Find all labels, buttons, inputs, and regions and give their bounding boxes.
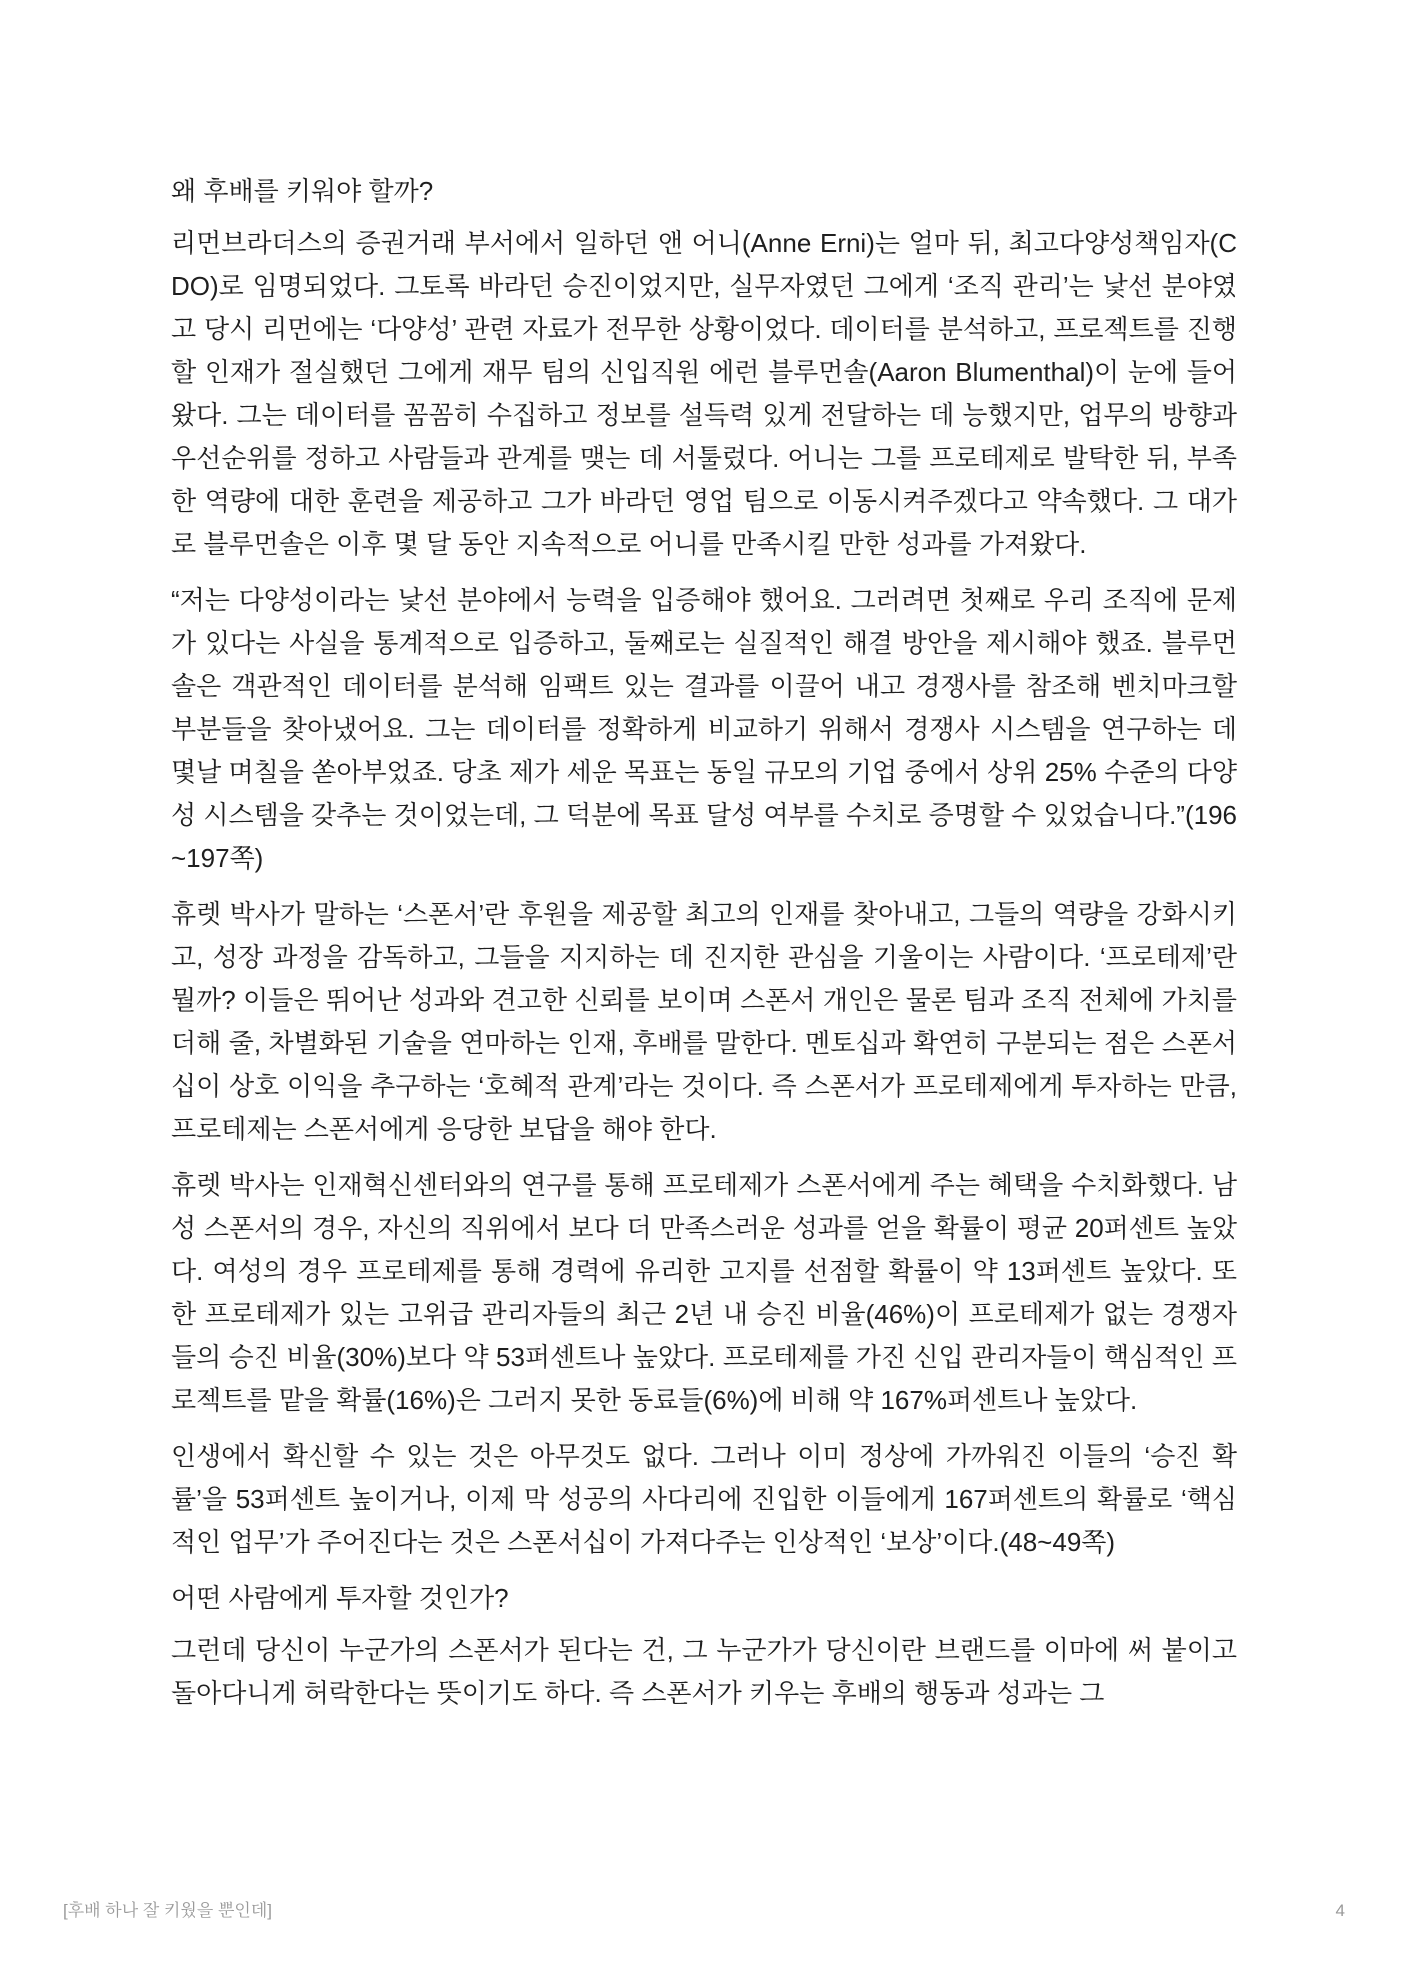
body-paragraph: 그런데 당신이 누군가의 스폰서가 된다는 건, 그 누군가가 당신이란 브랜드를 이마에 써 붙이고 돌아다니게 허락한다는 뜻이기도 하다. 즉 스폰서가 키우는 후배의 행동과 성과는 그 xyxy=(171,1635,1237,1708)
section-heading-whom-to-invest: 어떤 사람에게 투자할 것인가? xyxy=(171,1583,509,1613)
section-heading-why-raise-juniors: 왜 후배를 키워야 할까? xyxy=(171,176,434,206)
body-paragraph: 휴렛 박사는 인재혁신센터와의 연구를 통해 프로테제가 스폰서에게 주는 혜택을 수치화했다. 남성 스폰서의 경우, 자신의 직위에서 보다 더 만족스러운 성과를 얻을 확률이 평균 20퍼센트 높았다. 여성의 경우 프로테제를 통해 경력에 유리한 고지를 선점할 확률이 약 13퍼센트 높았다. 또한 프로테제가 있는 고위급 관리자들의 최근 2년 내 승진 비율(46%)이 프로테제가 없는 경쟁자들의 승진 비율(30%)보다 약 53퍼센트나 높았다. 프로테제를 가진 신입 관리자들이 핵심적인 프로젝트를 맡을 확률(16%)은 그러지 못한 동료들(6%)에 비해 약 167%퍼센트나 높았다. xyxy=(171,1170,1238,1415)
quote-paragraph: “저는 다양성이라는 낯선 분야에서 능력을 입증해야 했어요. 그러려면 첫째로 우리 조직에 문제가 있다는 사실을 통계적으로 입증하고, 둘째로는 실질적인 해결 방안을 제시해야 했죠. 블루먼솔은 객관적인 데이터를 분석해 임팩트 있는 결과를 이끌어 내고 경쟁사를 참조해 벤치마크할 부분들을 찾아냈어요. 그는 데이터를 정확하게 비교하기 위해서 경쟁사 시스템을 연구하는 데 몇날 며칠을 쏟아부었죠. 당초 제가 세운 목표는 동일 규모의 기업 중에서 상위 25% 수준의 다양성 시스템을 갖추는 것이었는데, 그 덕분에 목표 달성 여부를 수치로 증명할 수 있었습니다.”(196~197쪽) xyxy=(171,585,1238,873)
footer-book-title: [후배 하나 잘 키웠을 뿐인데] xyxy=(63,1901,272,1920)
article-body xyxy=(171,170,1237,1728)
body-paragraph: 인생에서 확신할 수 있는 것은 아무것도 없다. 그러나 이미 정상에 가까워진 이들의 ‘승진 확률’을 53퍼센트 높이거나, 이제 막 성공의 사다리에 진입한 이들에게 167퍼센트의 확률로 ‘핵심적인 업무’가 주어진다는 것은 스폰서십이 가져다주는 인상적인 ‘보상’이다.(48~49쪽) xyxy=(171,1441,1237,1557)
footer-page-number: 4 xyxy=(1335,1901,1345,1920)
body-paragraph: 리먼브라더스의 증권거래 부서에서 일하던 앤 어니(Anne Erni)는 얼마 뒤, 최고다양성책임자(CDO)로 임명되었다. 그토록 바라던 승진이었지만, 실무자였던 그에게 ‘조직 관리’는 낯선 분야였고 당시 리먼에는 ‘다양성’ 관련 자료가 전무한 상황이었다. 데이터를 분석하고, 프로젝트를 진행할 인재가 절실했던 그에게 재무 팀의 신입직원 에런 블루먼솔(Aaron Blumenthal)이 눈에 들어왔다. 그는 데이터를 꼼꼼히 수집하고 정보를 설득력 있게 전달하는 데 능했지만, 업무의 방향과 우선순위를 정하고 사람들과 관계를 맺는 데 서툴렀다. 어니는 그를 프로테제로 발탁한 뒤, 부족한 역량에 대한 훈련을 제공하고 그가 바라던 영업 팀으로 이동시켜주겠다고 약속했다. 그 대가로 블루먼솔은 이후 몇 달 동안 지속적으로 어니를 만족시킬 만한 성과를 가져왔다. xyxy=(171,228,1237,559)
body-paragraph: 휴렛 박사가 말하는 ‘스폰서’란 후원을 제공할 최고의 인재를 찾아내고, 그들의 역량을 강화시키고, 성장 과정을 감독하고, 그들을 지지하는 데 진지한 관심을 기울이는 사람이다. ‘프로테제’란 뭘까? 이들은 뛰어난 성과와 견고한 신뢰를 보이며 스폰서 개인은 물론 팀과 조직 전체에 가치를 더해 줄, 차별화된 기술을 연마하는 인재, 후배를 말한다. 멘토십과 확연히 구분되는 점은 스폰서십이 상호 이익을 추구하는 ‘호혜적 관계’라는 것이다. 즉 스폰서가 프로테제에게 투자하는 만큼, 프로테제는 스폰서에게 응당한 보답을 해야 한다. xyxy=(171,899,1237,1144)
